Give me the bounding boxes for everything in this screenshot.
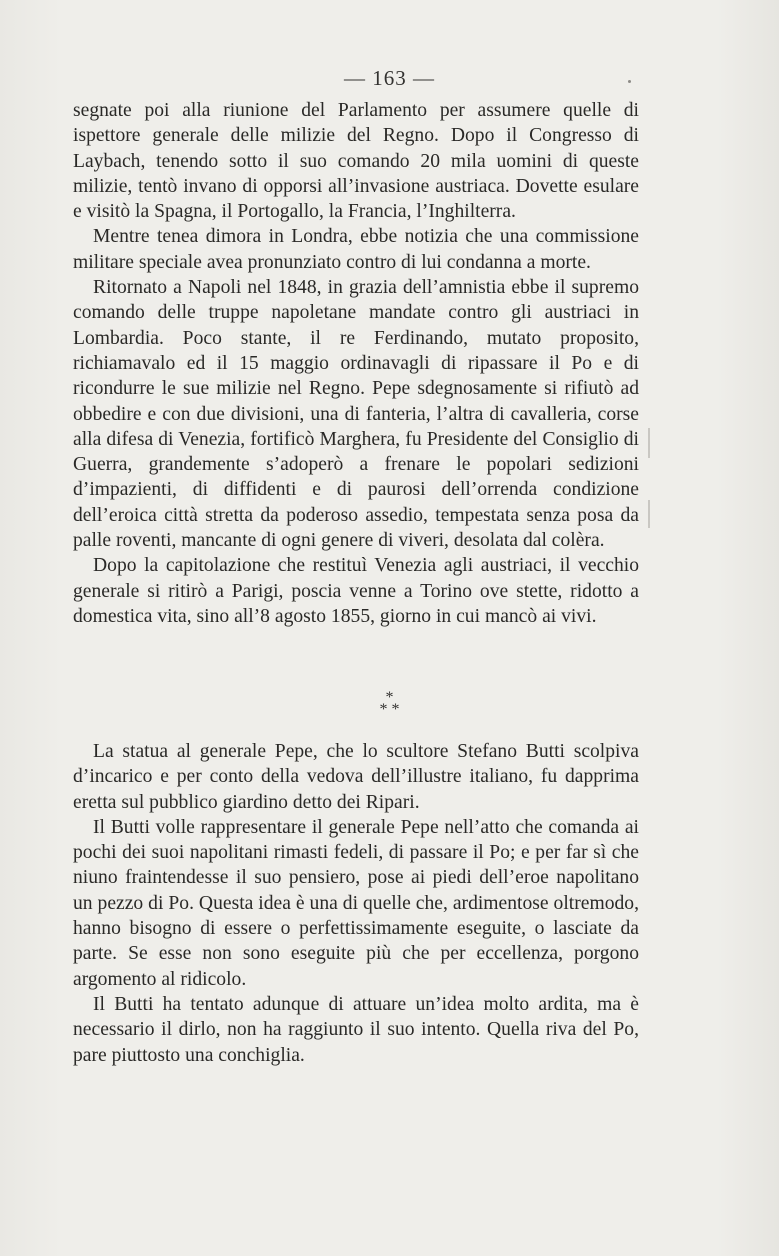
asterism-bottom: * *	[379, 701, 400, 718]
section-statue	[73, 739, 639, 1068]
section-separator	[0, 689, 779, 718]
paragraph: Il Butti volle rappresentare il generale Pepe nell’atto che comanda ai pochi dei suoi napolitani rimasti fedeli, di passare il Po; e per far sì che niuno fraintendesse il suo pensiero, pose ai piedi dell’eroe napolitano un pezzo di Po. Questa idea è una di quelle che, ardimentose oltremodo, hanno bisogno di essere o perfettissimamente eseguite, o lasciate da parte. Se esse non sono eseguite più che per eccellenza, porgono argomento al ridicolo.	[73, 816, 639, 990]
paragraph: segnate poi alla riunione del Parlamento per assumere quelle di ispettore generale delle milizie del Regno. Dopo il Congresso di Laybach, tenendo sotto il suo comando 20 mila uomini di queste milizie, tentò invano di opporsi all’invasione austriaca. Dovette esulare e visitò la Spagna, il Portogallo, la Francia, l’Inghilterra.	[73, 100, 639, 223]
paper-bleed-mark	[648, 428, 650, 458]
asterism-top: *	[385, 689, 394, 706]
paragraph: La statua al generale Pepe, che lo scultore Stefano Butti scolpiva d’incarico e per conto della vedova dell’illustre italiano, fu dapprima eretta sul pubblico giardino detto dei Ripari.	[73, 741, 639, 813]
paper-bleed-mark	[648, 500, 650, 528]
paragraph: Mentre tenea dimora in Londra, ebbe notizia che una commissione militare speciale avea pronunziato contro di lui condanna a morte.	[73, 226, 639, 273]
paragraph: Il Butti ha tentato adunque di attuare un’idea molto ardita, ma è necessario il dirlo, non ha raggiunto il suo intento. Quella riva del Po, pare piuttosto una conchiglia.	[73, 993, 639, 1066]
page-number: — 163 —	[344, 66, 435, 90]
paper-speck	[628, 80, 631, 83]
section-biography	[73, 98, 639, 629]
paragraph: Ritornato a Napoli nel 1848, in grazia dell’amnistia ebbe il supremo comando delle truppe napoletane mandate contro gli austriaci in Lombardia. Poco stante, il re Ferdinando, mutato proposito, richiamavalo ed il 15 maggio ordinavagli di ripassare il Po e di ricondurre le sue milizie nel Regno. Pepe sdegnosamente si rifiutò ad obbedire e con due divisioni, una di fanteria, l’altra di cavalleria, corse alla difesa di Venezia, fortificò Marghera, fu Presidente del Consiglio di Guerra, grandemente s’adoperò a frenare le popolari sedizioni d’impazienti, di diffidenti e di paurosi dell’orrenda condizione dell’eroica città stretta da poderoso assedio, tempestata senza posa da palle roventi, mancante di ogni genere di viveri, desolata dal colèra.	[73, 277, 639, 552]
paragraph: Dopo la capitolazione che restituì Venezia agli austriaci, il vecchio generale si ritirò a Parigi, poscia venne a Torino ove stette, ridotto a domestica vita, sino all’8 agosto 1855, giorno in cui mancò ai vivi.	[73, 555, 639, 627]
